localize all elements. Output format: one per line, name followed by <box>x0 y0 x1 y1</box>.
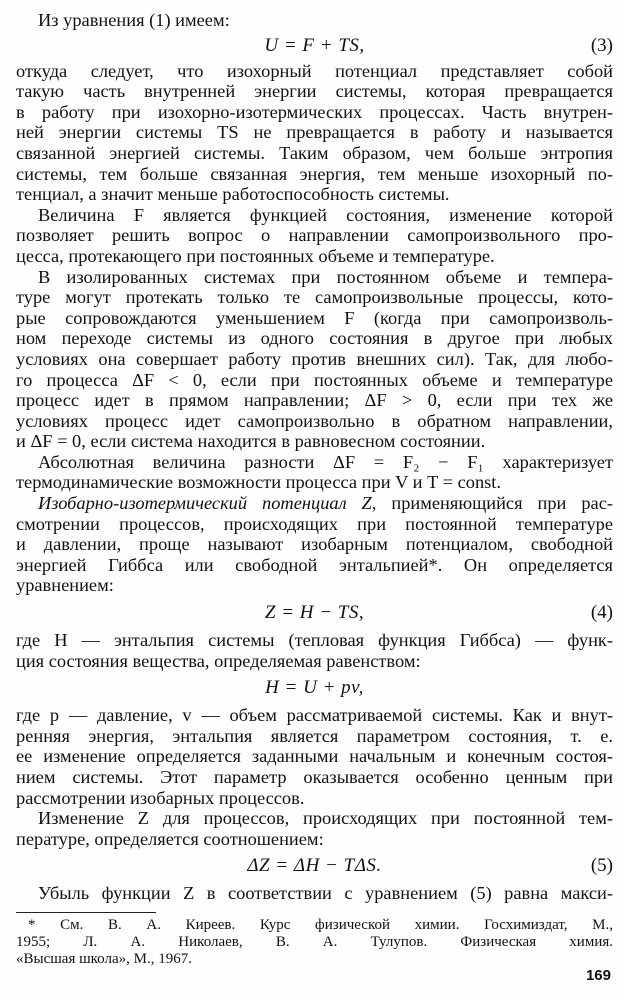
equation-5-formula: ΔZ = ΔH − TΔS. <box>247 855 382 877</box>
text-line: го процесса ΔF < 0, если при постоянных объеме и температуре <box>16 369 613 390</box>
text-line: Изобарно-изотермический потенциал Z, применяющийся при рас- <box>38 493 613 514</box>
paragraph-8 <box>16 808 613 849</box>
footnote-divider <box>16 912 156 913</box>
text-line: Убыль функции Z в соответствии с уравнением (5) равна макси- <box>38 883 613 904</box>
page-number: 169 <box>585 967 611 984</box>
text-line: Абсолютная величина разности ΔF = F₂ − F₁ характеризует <box>38 451 613 472</box>
text-line: и ΔF = 0, если система находится в равновесном состоянии. <box>16 431 486 452</box>
equation-3 <box>16 31 613 61</box>
paragraph-9 <box>16 883 613 904</box>
paragraph-5 <box>16 493 613 596</box>
text-line: Изменение Z для процессов, происходящих при постоянной тем- <box>38 808 613 829</box>
paragraph-3 <box>16 267 613 452</box>
text-line: условиях она совершает работу против внешних сил). Так, для любо- <box>16 348 613 369</box>
text-line: системы, тем больше связанная энергия, тем меньше изохорный по- <box>16 163 613 184</box>
text-line: В изолированных системах при постоянном объеме и темпера- <box>38 266 613 287</box>
text-line: ном переходе системы из одного состояния в другое при любых <box>16 328 613 349</box>
text-line: связанной энергией системы. Таким образом, чем больше энтропия <box>16 142 613 163</box>
footnote-line: «Высшая школа», М., 1967. <box>16 950 192 967</box>
text-line: такую часть внутренней энергии системы, которая превращается <box>16 81 613 102</box>
text-line: цесса, протекающего при постоянных объеме и температуре. <box>16 245 495 266</box>
text-line: энергией Гиббса или свободной энтальпией*. Он определяется <box>16 554 613 575</box>
text-line: уравнением: <box>16 575 114 596</box>
text-line: ция состояния вещества, определяемая равенством: <box>16 650 421 671</box>
equation-enthalpy <box>16 671 613 705</box>
paragraph-4 <box>16 452 613 493</box>
italic-term: Изобарно-изотермический потенциал Z, <box>38 493 377 514</box>
paragraph-2 <box>16 205 613 267</box>
text-line: смотрении процессов, происходящих при постоянной температуре <box>16 513 613 534</box>
text-line: туре могут протекать только те самопроизвольные процессы, кото- <box>16 287 613 308</box>
text-line: где p — давление, v — объем рассматриваемой системы. Как и внут- <box>16 705 613 726</box>
paragraph-7 <box>16 705 613 808</box>
text-line: рые сопровождаются уменьшением F (когда при самопроизволь- <box>16 307 613 328</box>
equation-enthalpy-formula: H = U + pv, <box>265 677 364 699</box>
text-line: ее изменение определяется заданными начальным и конечным состоя- <box>16 746 613 767</box>
paragraph-6 <box>16 630 613 671</box>
equation-3-formula: U = F + TS, <box>264 34 365 56</box>
text-line: ренняя энергия, энтальпия является параметром состояния, т. е. <box>16 725 613 746</box>
equation-4 <box>16 596 613 630</box>
text-line: тенциал, а значит меньше работоспособность системы. <box>16 184 450 205</box>
text-line: условиях процесс идет самопроизвольно в обратном направлении, <box>16 410 613 431</box>
text-line: позволяет решить вопрос о направлении самопроизвольного про- <box>16 225 613 246</box>
intro-line: Из уравнения (1) имеем: <box>38 10 230 30</box>
text-line: ней энергии системы TS не превращается в работу и называется <box>16 122 613 143</box>
paragraph-1 <box>16 61 613 205</box>
text-line: и давлении, проще называют изобарным потенциалом, свободной <box>16 534 613 555</box>
text-line: рассмотрении изобарных процессов. <box>16 787 305 808</box>
equation-4-number: (4) <box>590 602 613 624</box>
equation-4-formula: Z = H − TS, <box>264 602 365 624</box>
text-line: термодинамические возможности процесса при V и T = const. <box>16 472 501 493</box>
equation-5-number: (5) <box>590 855 613 877</box>
equation-3-number: (3) <box>590 34 613 56</box>
text-line: пературе, определяется соотношением: <box>16 828 324 849</box>
footnote-line: * См. В. А. Киреев. Курс физической химии. Госхимиздат, М., <box>28 916 613 933</box>
text-line: где H — энтальпия системы (тепловая функция Гиббса) — функ- <box>16 630 613 651</box>
footnote-line: 1955; Л. А. Николаев, В. А. Тулупов. Физическая химия. <box>16 933 613 950</box>
equation-5 <box>16 849 613 883</box>
text-line: откуда следует, что изохорный потенциал представляет собой <box>16 60 613 81</box>
text-line: нием системы. Этот параметр оказывается особенно ценным при <box>16 767 613 787</box>
footnote <box>16 917 613 968</box>
text-line: в работу при изохорно-изотермических процессах. Часть внутрен- <box>16 101 613 122</box>
text-line: процесс идет в прямом направлении; ΔF > 0, если при тех же <box>16 390 613 411</box>
text-line: Величина F является функцией состояния, изменение которой <box>38 204 613 225</box>
